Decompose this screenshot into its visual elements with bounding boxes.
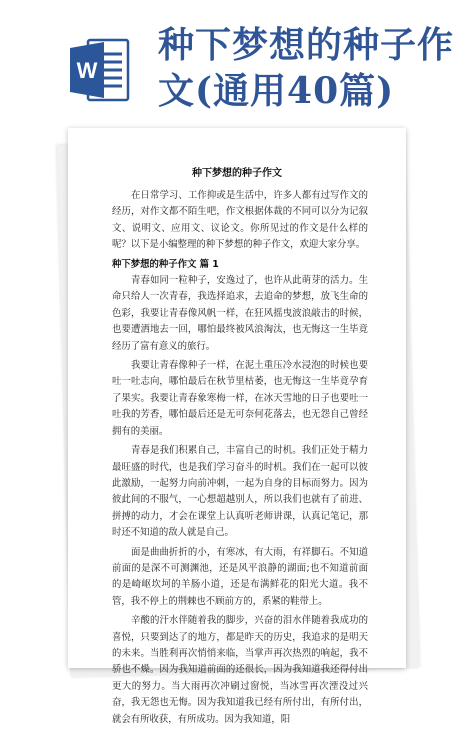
paragraph-3: 青春是我们积累自己，丰富自己的时机。我们正处于精力最旺盛的时代，也是我们学习奋斗的时机。我们在一起可以彼此激励，一起努力向前冲刺，一起为自身的目标而努力。因为彼此间的不服气，一心想超越别人，所以我们也就有了前进、拼搏的动力，才会在课堂上认真听老师讲课，认真记笔记，那时还不知道的敌人就是自己。 — [112, 445, 368, 539]
svg-text:W: W — [76, 58, 98, 83]
banner — [0, 0, 474, 120]
paragraph-5: 辛酸的汗水伴随着我的脚步，兴奋的泪水伴随着我成功的喜悦，只要到达了的地方，都是昨天的历史，我追求的是明天的未来。当胜利再次悄悄来临，当掌声再次热烈的响起，我不骄也不燥。因为我知道前面的还很长，因为我知道我还得付出更大的努力。当大雨再次冲刷过窗悦，当冰雪再次湮没过兴奋，我无怨也无悔。因为我知道我已经有所付出，有所付出，就会有所收获，有所成功。因为我知道，阳 — [112, 615, 368, 725]
document-title: 种下梦想的种子作文 — [192, 168, 282, 179]
document-page — [68, 128, 406, 725]
page-headline — [158, 22, 468, 114]
document-body — [112, 188, 368, 731]
section-heading: 种下梦想的种子作文 篇 1 — [112, 258, 219, 270]
word-document-icon — [68, 36, 130, 104]
paragraph-2: 我要让青春像种子一样，在泥土重压冷水浸泡的时候也要吐一吐志向，哪怕最后在秋节里枯萎，也无悔这一生毕竟孕育了果实。我要让青春象寒梅一样，在冰天雪地的日子也要吐一吐我的芳香，哪怕最后还是无可奈何花落去，也无怨自己曾经拥有的美丽。 — [112, 360, 368, 437]
headline-line-2: 文(通用40篇) — [158, 70, 395, 112]
paragraph-1: 青春如同一粒种子，安逸过了，也许从此萌芽的活力。生命只给人一次青春，我选择追求，去追命的梦想，放飞生命的色彩，我要让青春像风帆一样，在狂风摇曳波浪敲击的时候，也要遭洒地去一回，哪怕最终被风浪淘汰，也无悔这一生毕竟经历了富有意义的旅行。 — [112, 275, 368, 352]
paragraph-4: 面是曲曲折折的小，有寒冰，有大雨，有祥脚石。不知道前面的是深不可测渊池，还是风平浪静的湖面;也不知道前面的是崎岖坎坷的羊肠小道，还是布满鲜花的阳光大道。我不管，我不停上的荆棘也不顾前方的，系紧的鞋带上。 — [112, 546, 368, 607]
headline-line-1: 种下梦想的种子作 — [158, 24, 455, 66]
intro-paragraph: 在日常学习、工作抑或是生活中，许多人都有过写作文的经历，对作文都不陌生吧，作文根据体裁的不同可以分为记叙文、说明文、应用文、议论文。你所见过的作文是什么样的呢？以下是小编整理的种下梦想的种子作文，欢迎大家分享。 — [112, 190, 368, 251]
